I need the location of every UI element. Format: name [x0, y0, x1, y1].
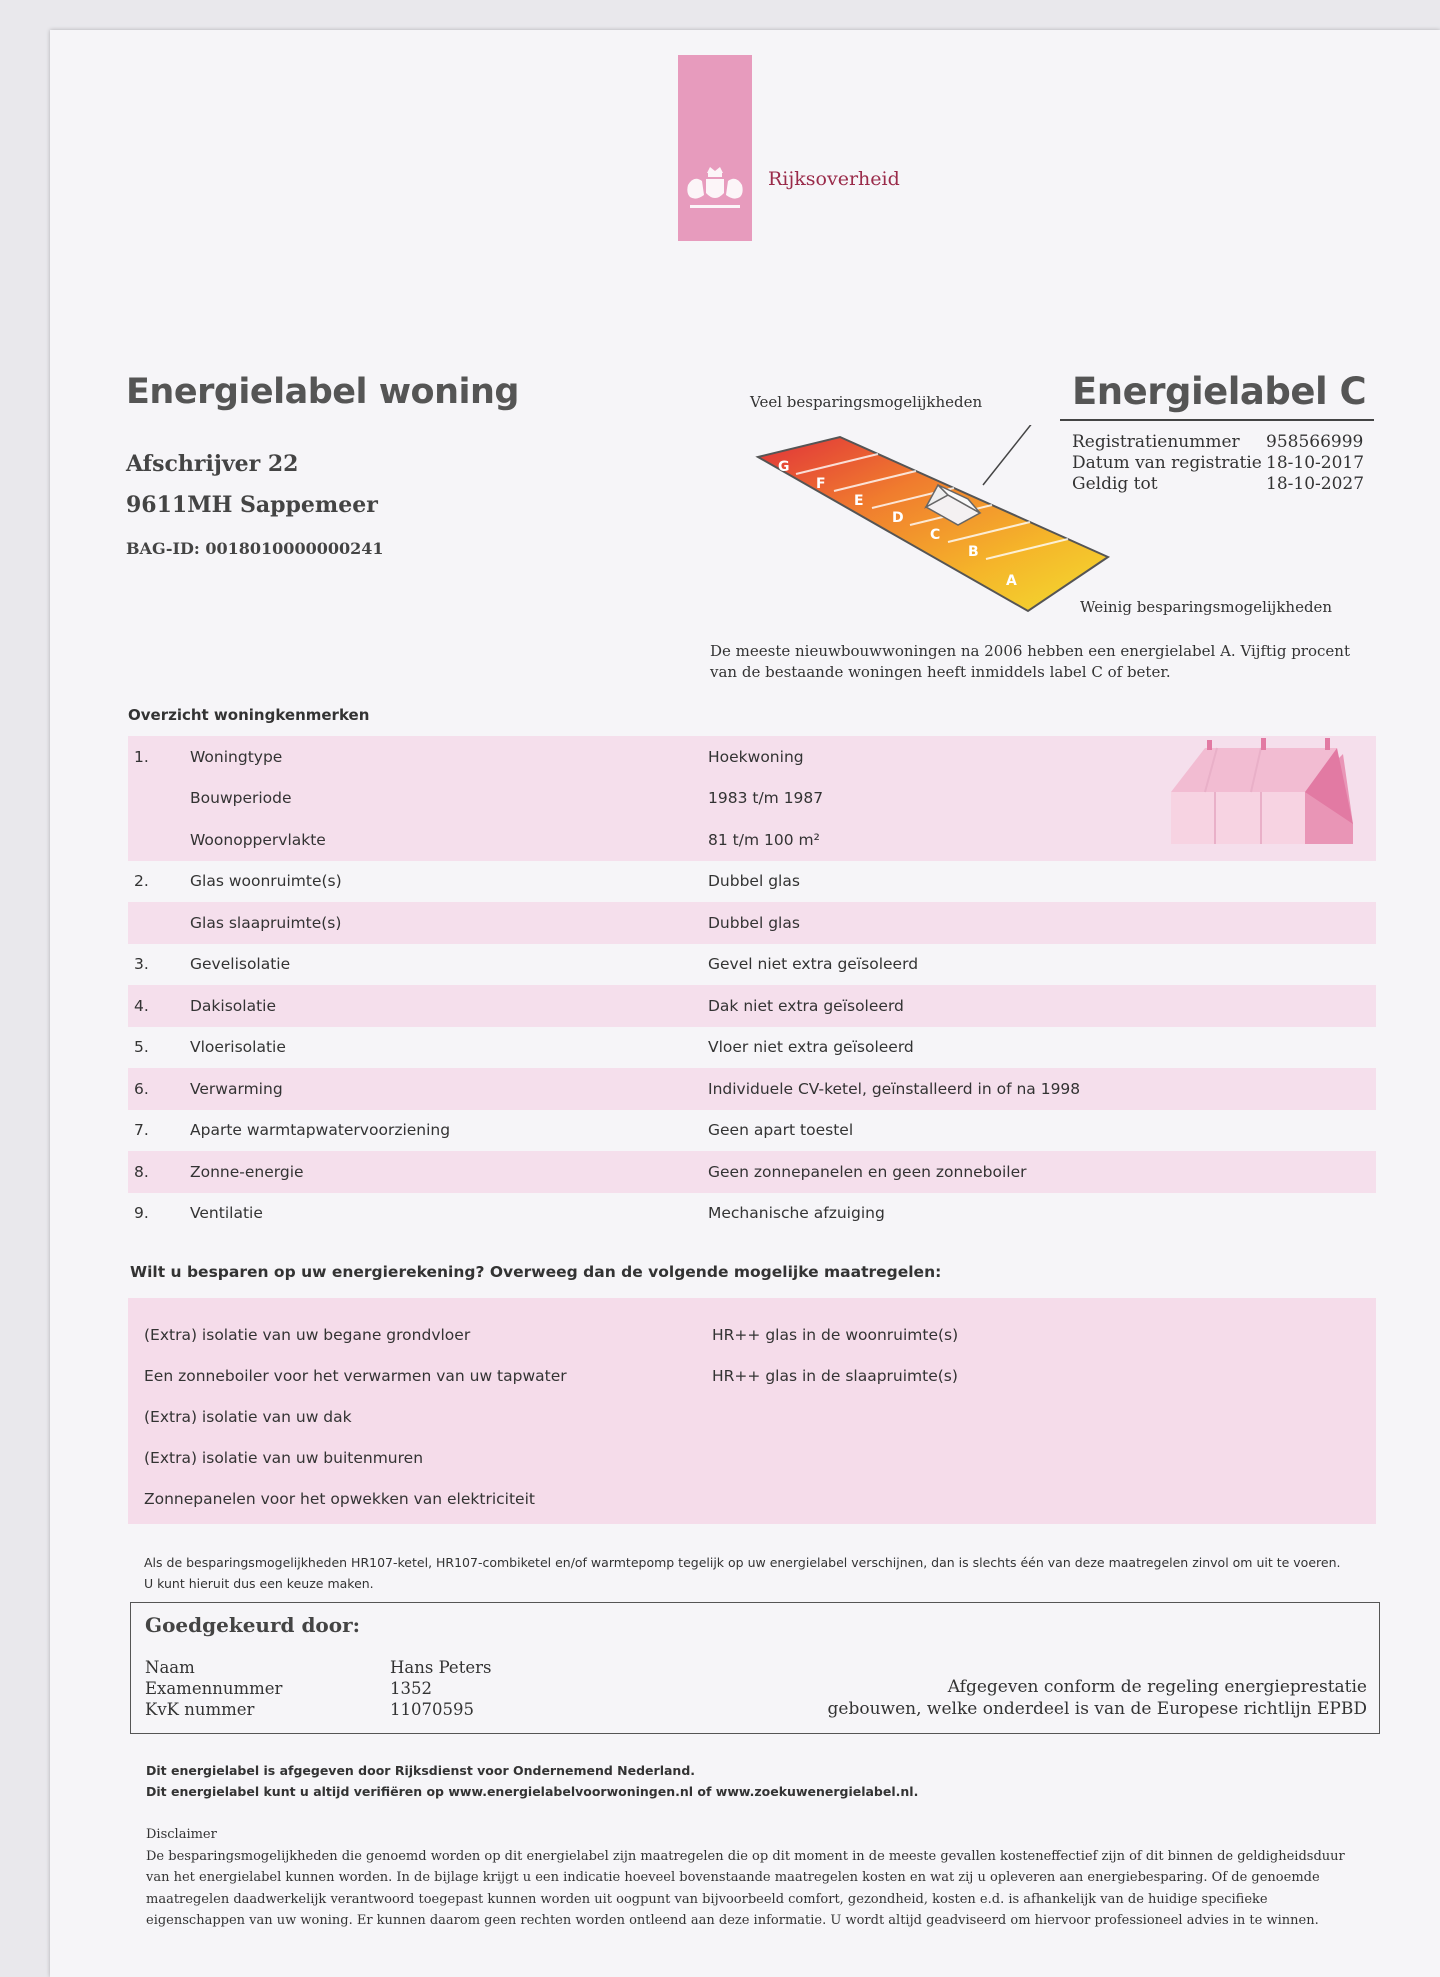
disclaimer-heading: Disclaimer: [146, 1827, 217, 1842]
row-number: 8.: [134, 1162, 149, 1181]
row-value: Dubbel glas: [708, 872, 800, 891]
scale-class-e: E: [854, 493, 864, 509]
issued-statement: [146, 1760, 918, 1802]
row-label: Glas slaapruimte(s): [190, 913, 342, 932]
label-note: De meeste nieuwbouwwoningen na 2006 hebben een energielabel A. Vijftig procent van de bestaande woningen heeft inmiddels label C of beter.: [710, 642, 1350, 681]
row-label: Glas woonruimte(s): [190, 872, 342, 891]
row-label: Verwarming: [190, 1079, 283, 1098]
row-number: 2.: [134, 872, 149, 891]
overview-row: [128, 1068, 1376, 1110]
approver-table: [145, 1657, 491, 1720]
house-type-icon: [1165, 732, 1355, 852]
logo-wordmark: Rijksoverheid: [768, 168, 900, 190]
row-number: 7.: [134, 1121, 149, 1140]
approver-row: [145, 1678, 491, 1699]
row-value: 81 t/m 100 m²: [708, 830, 820, 849]
registration-row: [1072, 474, 1364, 495]
conform-statement: [828, 1676, 1367, 1720]
overview-row: [128, 1027, 1376, 1069]
approver-key: Naam: [145, 1658, 195, 1677]
label-divider: [1060, 419, 1374, 421]
approver-value: Hans Peters: [390, 1658, 492, 1677]
row-number: 5.: [134, 1038, 149, 1057]
row-label: Gevelisolatie: [190, 955, 291, 974]
measure-item: (Extra) isolatie van uw dak: [144, 1408, 352, 1426]
row-value: Hoekwoning: [708, 747, 804, 766]
row-value: Geen apart toestel: [708, 1121, 854, 1140]
registration-row: [1072, 453, 1364, 474]
row-number: 1.: [134, 747, 149, 766]
rijksoverheid-logo-bar: [678, 55, 752, 241]
registration-value: 18-10-2017: [1266, 453, 1365, 473]
scale-class-b: B: [968, 544, 979, 560]
registration-row: [1072, 432, 1364, 453]
row-value: 1983 t/m 1987: [708, 789, 824, 808]
row-value: Vloer niet extra geïsoleerd: [708, 1038, 914, 1057]
conform-line: Afgegeven conform de regeling energieprestatie: [947, 1677, 1367, 1697]
measures-footnote: Als de besparingsmogelijkheden HR107-ketel, HR107-combiketel en/of warmtepomp tegelijk op uw energielabel verschijnen, dan is slechts één van deze maatregelen zinvol om uit te voeren. U kunt hieruit dus een keuze maken.: [144, 1555, 1341, 1591]
overview-row: [128, 985, 1376, 1027]
approver-row: [145, 1699, 491, 1720]
energy-scale-graphic: [748, 425, 1128, 625]
overview-row: [128, 1151, 1376, 1193]
row-value: Gevel niet extra geïsoleerd: [708, 955, 919, 974]
overview-row: [128, 1193, 1376, 1235]
overview-row: [128, 944, 1376, 986]
approved-box: [130, 1602, 1380, 1734]
registration-key: Datum van registratie: [1072, 453, 1262, 473]
bag-id: BAG-ID: 0018010000000241: [126, 539, 384, 558]
address-street: Afschrijver 22: [126, 451, 299, 477]
disclaimer-text: De besparingsmogelijkheden die genoemd worden op dit energielabel zijn maatregelen die op dit moment in de meeste gevallen kosteneffectief zijn of dit binnen de geldigheidsduur van het energielabel kunnen worden. In de bijlage krijgt u een indicatie hoeveel bovenstaande maatregelen kosten en wat zij u opleveren aan energiebesparing. Of de genoemde maatregelen daadwerkelijk verantwoord toegepast kunnen worden uit oogpunt van bijvoorbeeld comfort, gezondheid, kosten e.d. is afhankelijk van de huidige specifieke eigenschappen van uw woning. Er kunnen daarom geen rechten worden ontleend aan deze informatie. U wordt altijd geadviseerd om hiervoor professioneel advies in te winnen.: [146, 1848, 1345, 1928]
row-label: Zonne-energie: [190, 1162, 304, 1181]
registration-table: [1072, 432, 1364, 495]
overview-heading: Overzicht woningkenmerken: [128, 706, 370, 724]
overview-row: [128, 902, 1376, 944]
scale-class-c: C: [930, 527, 941, 543]
row-label: Bouwperiode: [190, 789, 292, 808]
scale-class-g: G: [778, 459, 790, 475]
row-value: Dak niet extra geïsoleerd: [708, 996, 904, 1015]
measure-item: Een zonneboiler voor het verwarmen van uw tapwater: [144, 1367, 567, 1385]
row-value: Individuele CV-ketel, geïnstalleerd in of na 1998: [708, 1079, 1081, 1098]
coat-of-arms-icon: [678, 55, 752, 241]
row-number: 9.: [134, 1204, 149, 1223]
row-value: Geen zonnepanelen en geen zonneboiler: [708, 1162, 1027, 1181]
measure-item: HR++ glas in de woonruimte(s): [712, 1326, 959, 1344]
issued-line: Dit energielabel is afgegeven door Rijksdienst voor Ondernemend Nederland.: [146, 1763, 696, 1778]
measure-item: Zonnepanelen voor het opwekken van elektriciteit: [144, 1490, 535, 1508]
scale-class-f: F: [816, 476, 826, 492]
conform-line: gebouwen, welke onderdeel is van de Europese richtlijn EPBD: [827, 1699, 1367, 1719]
approver-key: Examennummer: [145, 1679, 283, 1698]
overview-row: [128, 1110, 1376, 1152]
approved-heading: Goedgekeurd door:: [145, 1613, 361, 1637]
approver-value: 1352: [390, 1679, 432, 1698]
registration-value: 958566999: [1266, 432, 1364, 452]
row-value: Mechanische afzuiging: [708, 1204, 885, 1223]
page-title: Energielabel woning: [126, 372, 519, 412]
row-value: Dubbel glas: [708, 913, 800, 932]
measure-item: (Extra) isolatie van uw buitenmuren: [144, 1449, 424, 1467]
approver-row: [145, 1657, 491, 1678]
measure-item: HR++ glas in de slaapruimte(s): [712, 1367, 958, 1385]
approver-value: 11070595: [390, 1700, 474, 1719]
scale-class-d: D: [892, 510, 904, 526]
scale-class-a: A: [1006, 573, 1017, 589]
registration-key: Geldig tot: [1072, 474, 1158, 494]
row-number: 6.: [134, 1079, 149, 1098]
registration-value: 18-10-2027: [1266, 474, 1365, 494]
registration-key: Registratienummer: [1072, 432, 1240, 452]
address-postal-city: 9611MH Sappemeer: [126, 492, 378, 518]
row-number: 3.: [134, 955, 149, 974]
issued-line: Dit energielabel kunt u altijd verifiëren op www.energielabelvoorwoningen.nl of www.zoekuwenergielabel.nl.: [146, 1784, 919, 1799]
row-label: Woningtype: [190, 747, 283, 766]
row-label: Aparte warmtapwatervoorziening: [190, 1121, 451, 1140]
row-number: 4.: [134, 996, 149, 1015]
row-label: Woonoppervlakte: [190, 830, 326, 849]
row-label: Vloerisolatie: [190, 1038, 286, 1057]
measure-item: (Extra) isolatie van uw begane grondvloer: [144, 1326, 471, 1344]
measures-heading: Wilt u besparen op uw energierekening? Overweeg dan de volgende mogelijke maatregelen:: [130, 1263, 942, 1281]
scale-bottom-caption: Weinig besparingsmogelijkheden: [1080, 598, 1333, 616]
measures-panel: [128, 1298, 1376, 1524]
approver-key: KvK nummer: [145, 1700, 255, 1719]
energy-label-title: Energielabel C: [1072, 370, 1367, 413]
row-label: Ventilatie: [190, 1204, 263, 1223]
scale-top-caption: Veel besparingsmogelijkheden: [750, 393, 983, 411]
disclaimer: [146, 1824, 1358, 1932]
overview-row: [128, 861, 1376, 903]
row-label: Dakisolatie: [190, 996, 276, 1015]
